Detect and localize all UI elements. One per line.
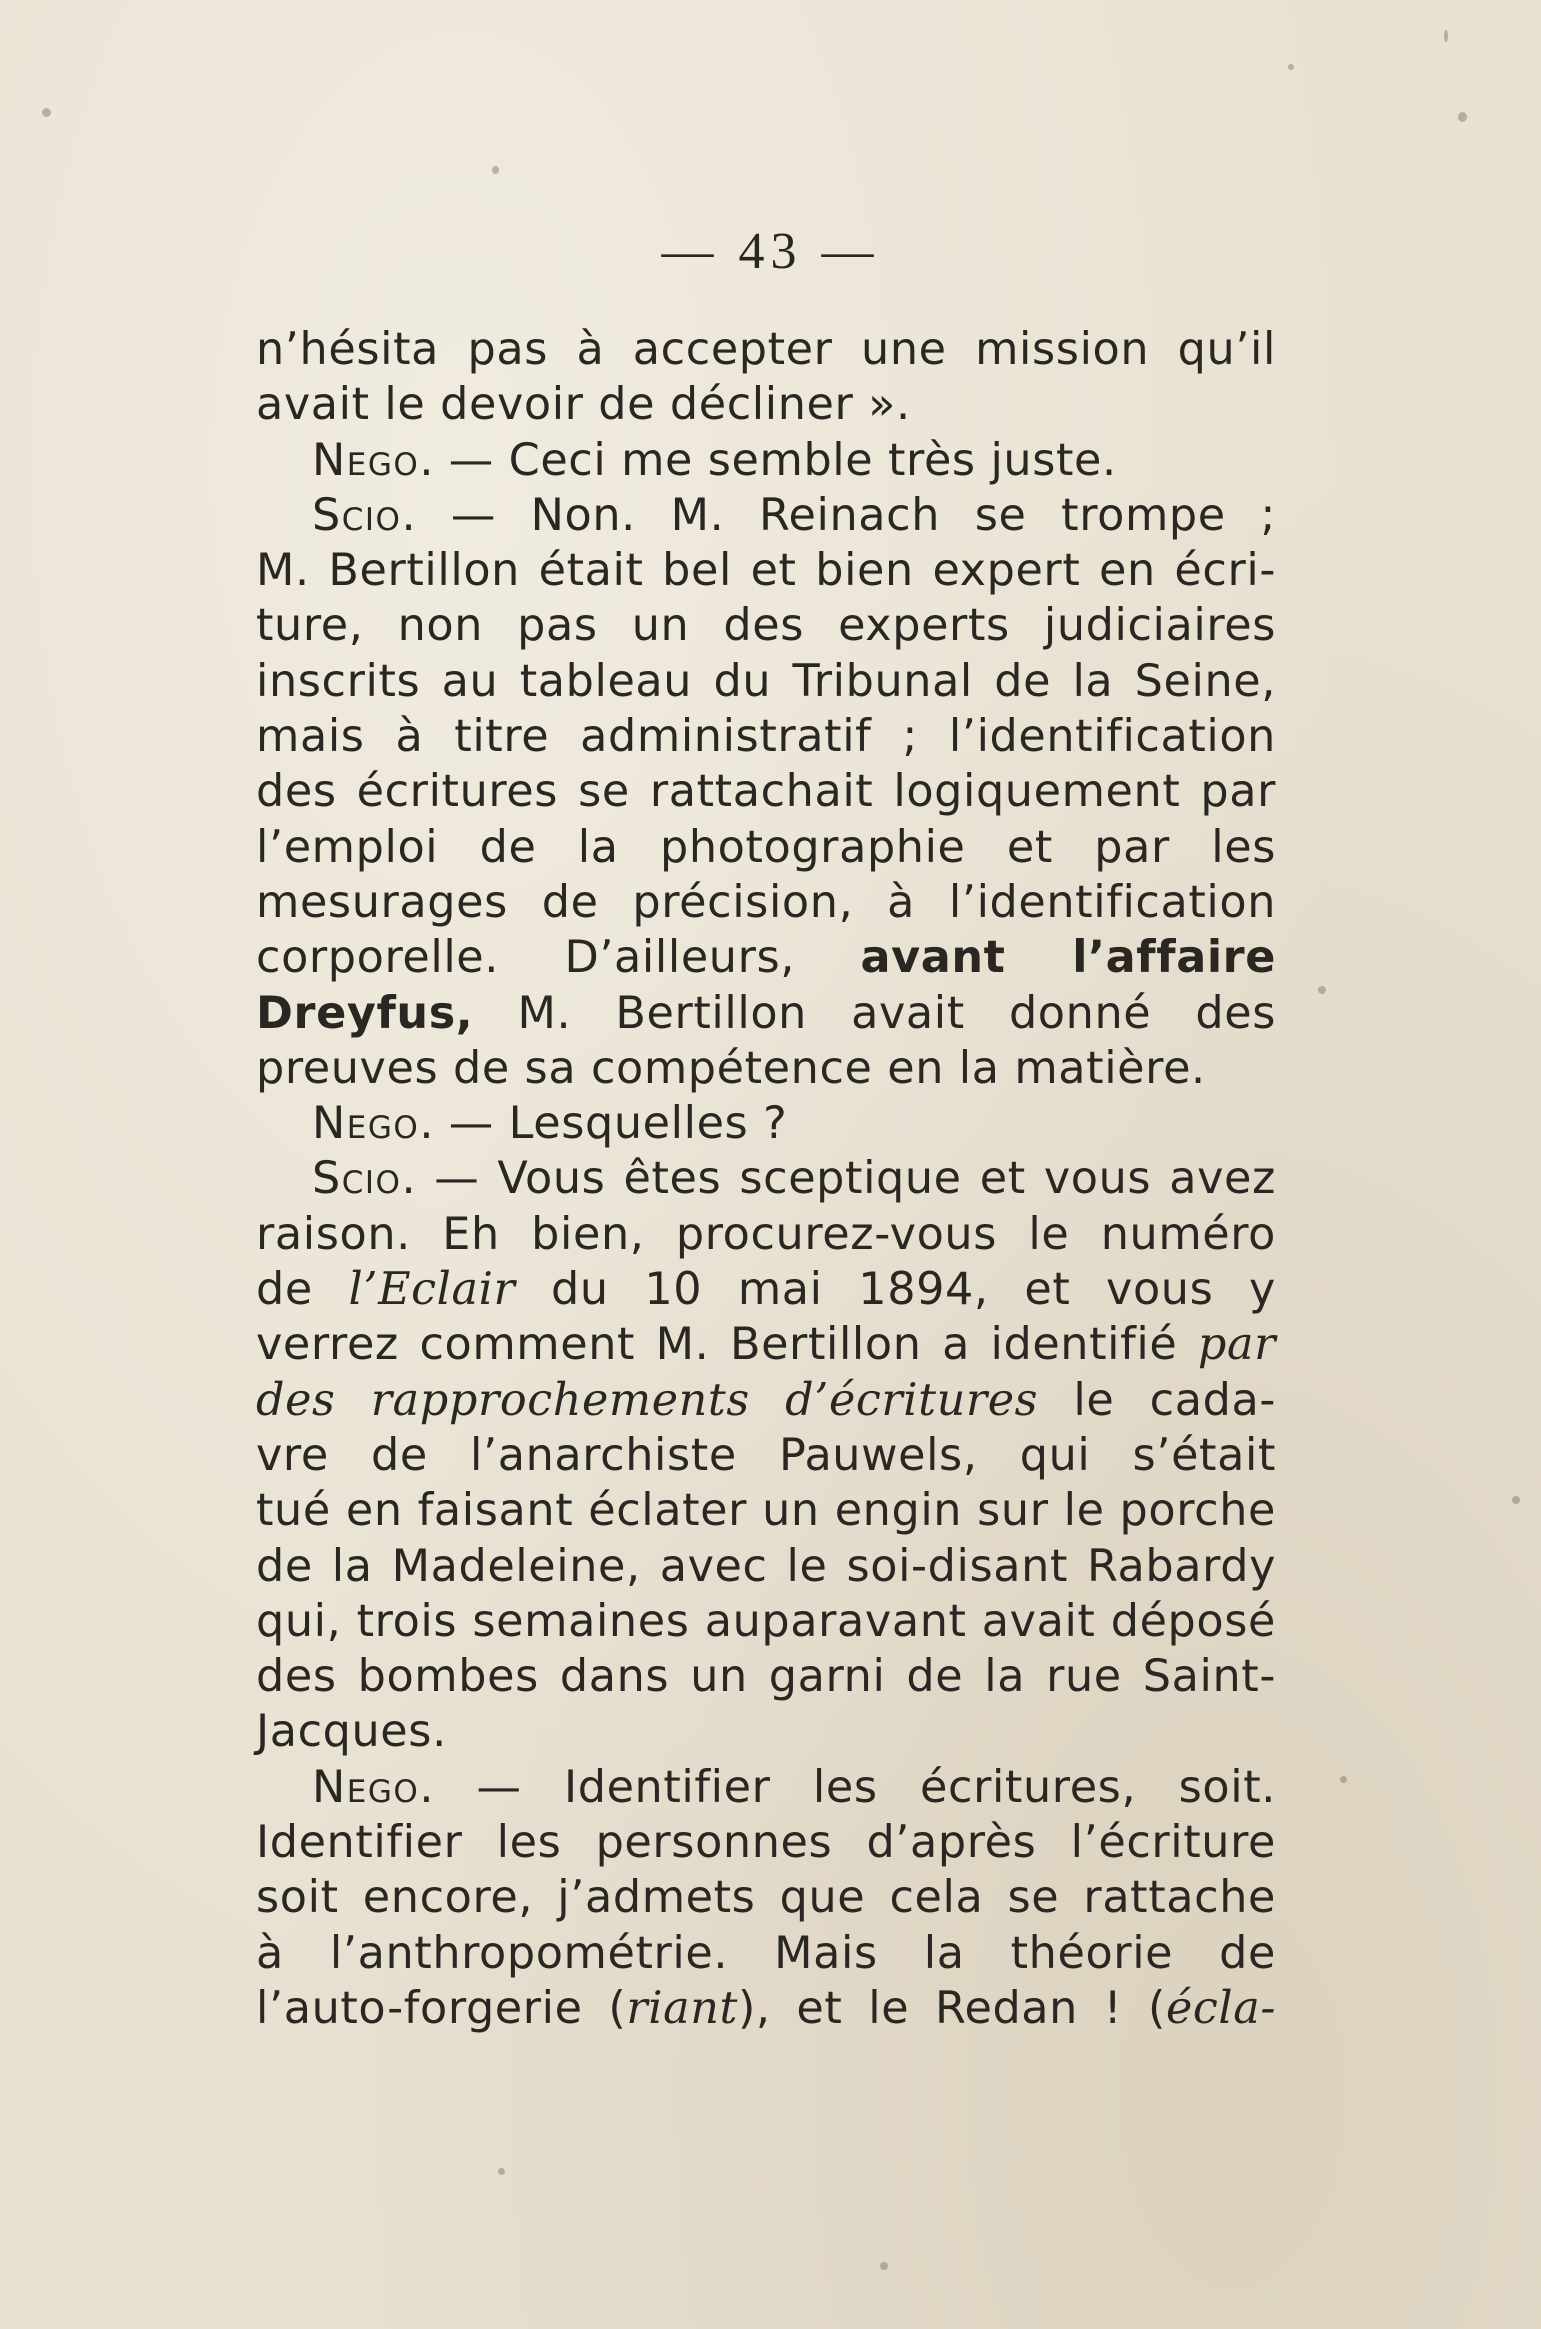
text-line: corporelle. D’ailleurs, avant l’affaire — [256, 932, 1277, 984]
text-line: ture, non pas un des experts judiciaires — [256, 600, 1276, 652]
paper-speck — [492, 166, 499, 174]
speaker-name: Nego — [312, 1761, 420, 1813]
body-text — [256, 322, 1276, 2036]
text-line: des rapprochements d’écritures le cada- — [256, 1374, 1276, 1426]
text-line: M. Bertillon était bel et bien expert en écri- — [256, 545, 1276, 597]
dialogue-line: Scio. — Vous êtes sceptique et vous avez — [312, 1153, 1276, 1205]
text-line: tué en faisant éclater un engin sur le porche — [256, 1485, 1276, 1537]
text-line: Identifier les personnes d’après l’écriture — [256, 1817, 1276, 1869]
text-line: Dreyfus, M. Bertillon avait donné des — [256, 987, 1276, 1039]
text-line: des bombes dans un garni de la rue Saint- — [256, 1651, 1276, 1703]
dialogue-line: Nego. — Identifier les écritures, soit. — [312, 1761, 1276, 1813]
text-line: n’hésita pas à accepter une mission qu’il — [256, 324, 1276, 375]
text-line: de l’Eclair du 10 mai 1894, et vous y — [256, 1264, 1276, 1316]
text-line: l’emploi de la photographie et par les — [256, 821, 1276, 873]
text-line: preuves de sa compétence en la matière. — [256, 1042, 1206, 1094]
text-line: Jacques. — [256, 1706, 447, 1758]
speaker-name: Scio — [312, 1153, 402, 1205]
page-number: — 43 — — [661, 223, 880, 280]
paper-speck — [1288, 64, 1294, 70]
italic-phrase: des rapprochements d’écritures — [256, 1374, 1039, 1426]
italic-phrase: riant — [626, 1982, 738, 2034]
text-line: qui, trois semaines auparavant avait déposé — [256, 1595, 1276, 1647]
paper-speck — [1444, 30, 1448, 42]
text-line: raison. Eh bien, procurez-vous le numéro — [256, 1208, 1276, 1260]
dialogue-line: Scio. — Non. M. Reinach se trompe ; — [312, 489, 1276, 541]
text-line: mais à titre administratif ; l’identification — [256, 711, 1276, 763]
text-line: soit encore, j’admets que cela se rattache — [256, 1872, 1276, 1924]
text-line: à l’anthropométrie. Mais la théorie de — [256, 1927, 1276, 1979]
paper-speck — [42, 108, 51, 117]
text-line: inscrits au tableau du Tribunal de la Seine, — [256, 655, 1276, 707]
bold-phrase: avant l’affaire — [860, 932, 1277, 984]
italic-phrase: écla- — [1165, 1982, 1277, 2034]
dialogue-line: Nego. — Ceci me semble très juste. — [312, 434, 1117, 486]
italic-phrase: l’Eclair — [348, 1264, 516, 1316]
paper-speck — [880, 2262, 888, 2270]
text-line: mesurages de précision, à l’identification — [256, 876, 1276, 928]
dialogue-line: Nego. — Lesquelles ? — [312, 1098, 788, 1150]
text-line: vre de l’anarchiste Pauwels, qui s’était — [256, 1429, 1276, 1481]
paper-speck — [1318, 986, 1326, 994]
paper-speck — [1340, 1776, 1347, 1783]
italic-phrase: par — [1197, 1319, 1276, 1371]
paper-speck — [1458, 112, 1467, 122]
paper-speck — [498, 2168, 505, 2175]
text-line: de la Madeleine, avec le soi-disant Rabardy — [256, 1540, 1276, 1592]
speaker-name: Nego — [312, 434, 420, 486]
text-line: verrez comment M. Bertillon a identifié par — [256, 1319, 1276, 1371]
text-line: des écritures se rattachait logiquement par — [256, 766, 1276, 818]
speaker-name: Nego — [312, 1098, 420, 1150]
text-line: l’auto-forgerie (riant), et le Redan ! (écla- — [256, 1982, 1277, 2034]
paper-speck — [1512, 1496, 1520, 1504]
bold-phrase: Dreyfus, — [256, 987, 474, 1039]
text-line: avait le devoir de décliner ». — [256, 379, 911, 431]
speaker-name: Scio — [312, 489, 402, 541]
